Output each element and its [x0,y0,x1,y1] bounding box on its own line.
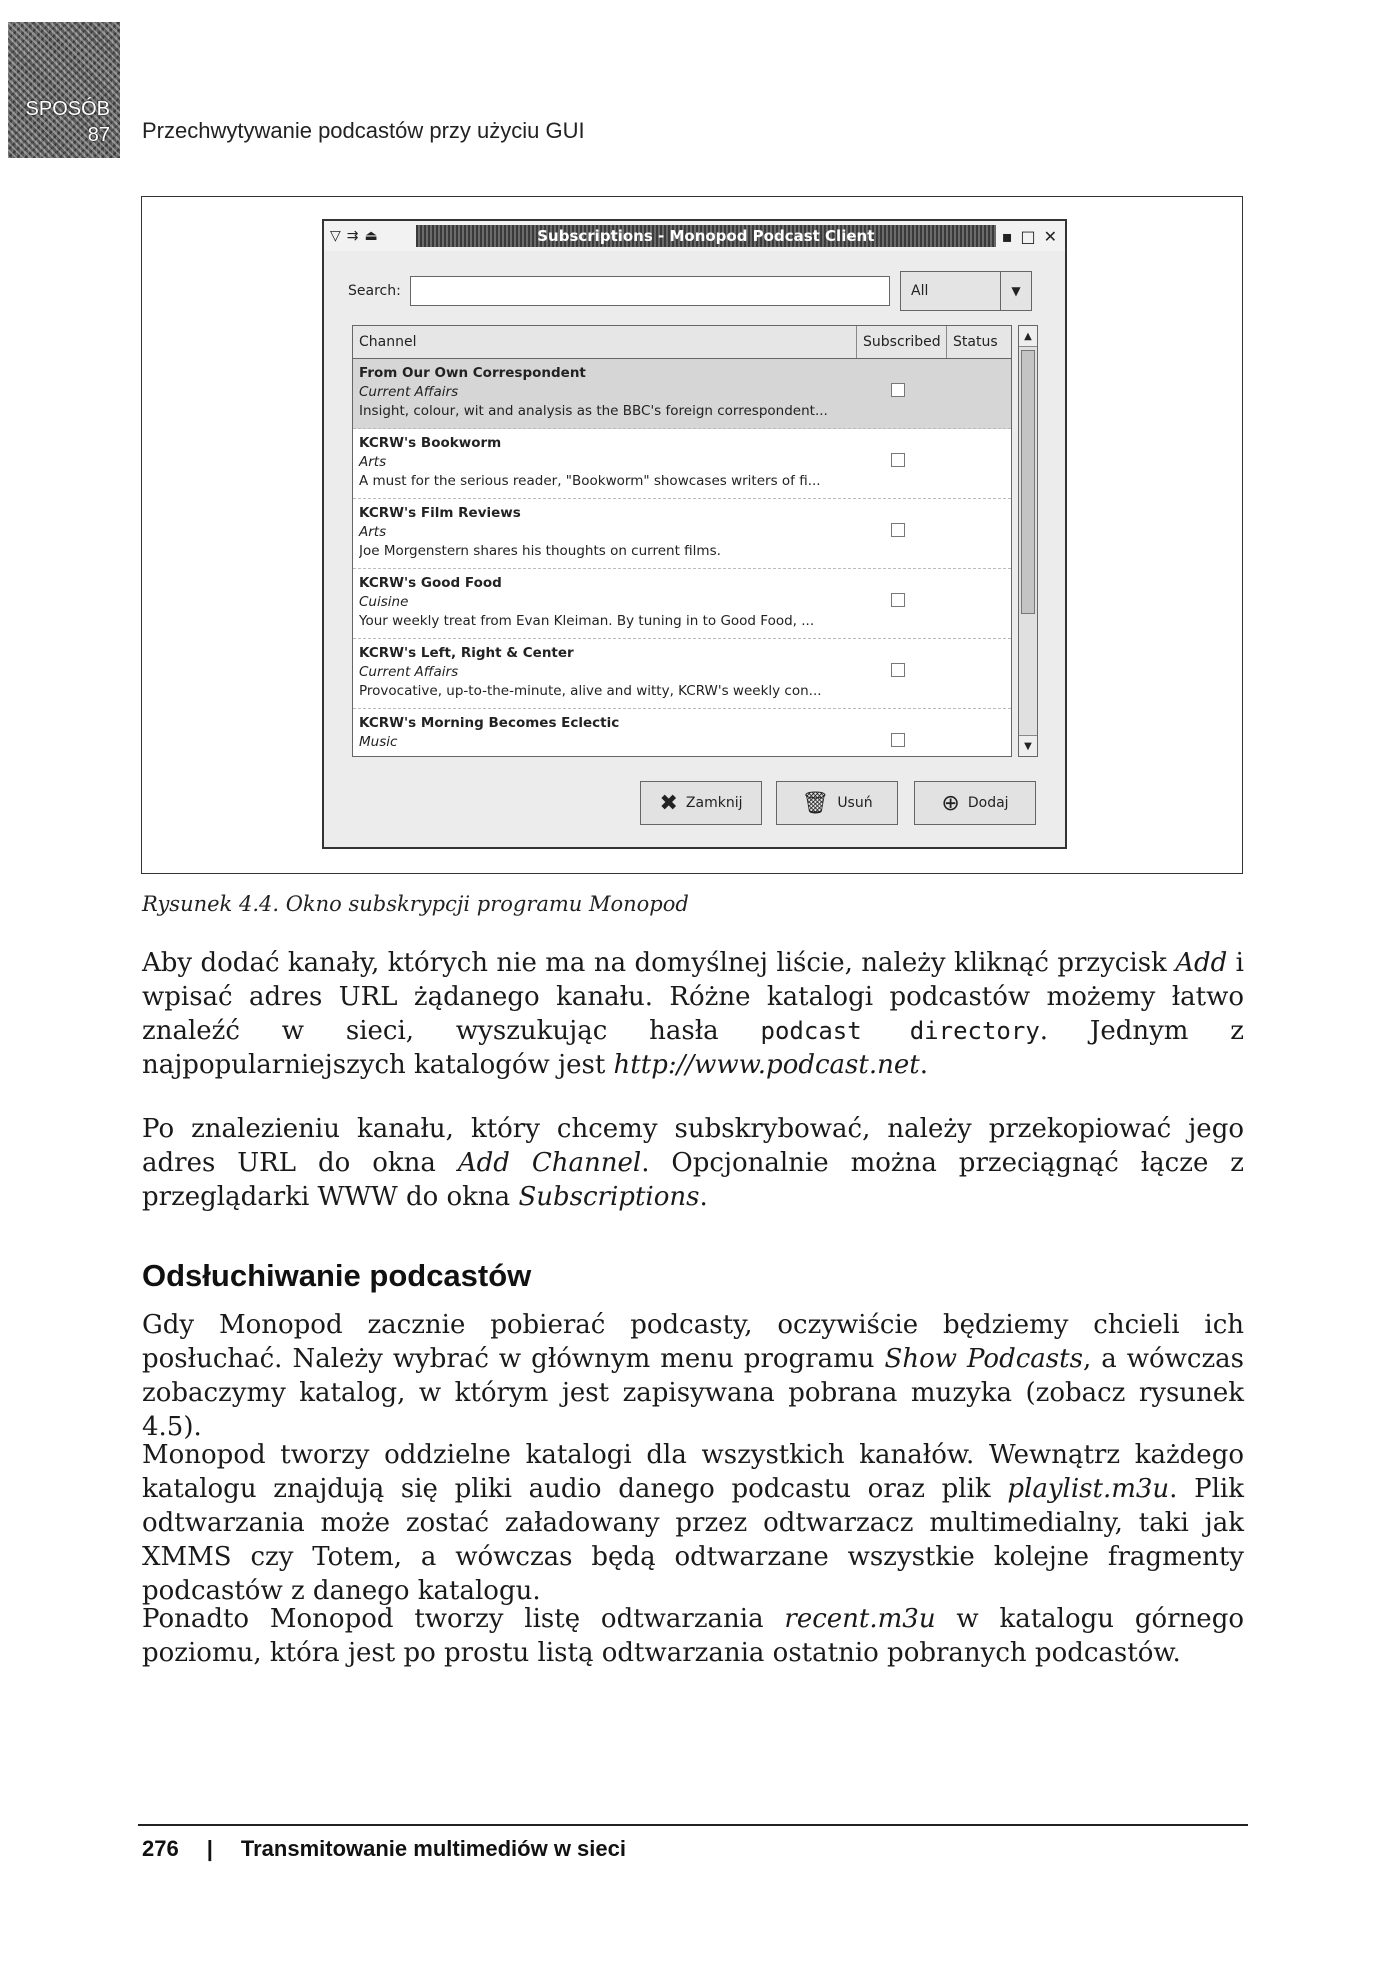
table-row[interactable] [353,499,1011,569]
subscribed-checkbox[interactable] [891,453,905,467]
paragraph-add-channels: Aby dodać kanały, których nie ma na domyślnej liście, należy kliknąć przycisk Add i wpisać adres URL żądanego kanału. Różne katalogi podcastów możemy łatwo znaleźć w sieci, wyszukując hasła podcast directory. Jednym z najpopularniejszych katalogów jest http://www.podcast.net. [142,948,1244,1080]
window-title: Subscriptions - Monopod Podcast Client [416,225,996,247]
remove-button-label: Usuń [837,795,873,811]
page-footer [142,1836,626,1862]
add-button-label: Dodaj [967,795,1009,811]
channel-category: Current Affairs [359,384,459,400]
code-search-term: podcast directory [760,1017,1040,1045]
scroll-down-icon[interactable]: ▼ [1019,735,1037,756]
channel-title: KCRW's Left, Right & Center [359,645,574,661]
table-row[interactable] [353,359,1011,429]
table-row[interactable] [353,569,1011,639]
search-input[interactable] [410,276,890,306]
channel-category: Music [359,734,398,750]
term-add-channel: Add Channel [457,1148,642,1178]
link-podcast-net[interactable]: http://www.podcast.net [613,1050,920,1080]
term-subscriptions: Subscriptions [518,1182,700,1212]
remove-button[interactable] [776,781,898,825]
close-button[interactable] [640,781,762,825]
paragraph-copy-url: Po znalezieniu kanału, który chcemy subskrybować, należy przekopiować jego adres URL do okna Add Channel. Opcjonalnie można przeciągnąć łącze z przeglądarki WWW do okna Subscriptions. [142,1114,1244,1212]
window-titlebar [324,221,1065,251]
figure-caption: Rysunek 4.4. Okno subskrypcji programu Monopod [142,892,689,916]
chapter-title: Transmitowanie multimediów w sieci [240,1836,626,1861]
channel-title: KCRW's Good Food [359,575,502,591]
filter-value: All [911,283,929,299]
column-header-subscribed[interactable]: Subscribed [857,326,947,358]
column-header-status[interactable]: Status [953,334,998,350]
channel-description: Provocative, up-to-the-minute, alive and witty, KCRW's weekly con... [359,683,822,699]
close-icon[interactable]: ✕ [1043,226,1057,246]
channel-title: KCRW's Film Reviews [359,505,521,521]
shade-icon[interactable]: ⇉ [346,228,359,244]
column-header-channel[interactable]: Channel [353,326,857,358]
chevron-down-icon[interactable]: ▼ [1000,272,1031,310]
section-heading: Odsłuchiwanie podcastów [142,1258,532,1293]
figure-frame [141,196,1243,874]
search-label: Search: [348,283,401,299]
window-menu-icon[interactable]: ▽ [330,228,341,244]
paragraph-listening: Gdy Monopod zacznie pobierać podcasty, oczywiście będziemy chcieli ich posłuchać. Należy wybrać w głównym menu programu Show Podcasts, a wówczas zobaczymy katalog, w którym jest zapisywana pobrana muzyka (zobacz rysunek 4.5). [142,1310,1244,1442]
channel-category: Arts [359,454,387,470]
subscribed-checkbox[interactable] [891,663,905,677]
table-row[interactable] [353,639,1011,709]
channel-category: Current Affairs [359,664,459,680]
footer-separator: | [206,1836,213,1861]
channel-table [352,325,1012,757]
table-header [353,326,1011,359]
minimize-icon[interactable]: ▪ [1001,226,1013,246]
filter-select[interactable] [900,271,1032,311]
term-show-podcasts: Show Podcasts [884,1344,1083,1374]
table-row[interactable] [353,709,1011,757]
term-playlist: playlist.m3u [1007,1474,1170,1504]
subscribed-checkbox[interactable] [891,523,905,537]
term-recent: recent.m3u [784,1604,936,1634]
paragraph-directories: Monopod tworzy oddzielne katalogi dla wszystkich kanałów. Wewnątrz każdego katalogu znajdują się pliki audio danego podcastu oraz plik playlist.m3u. Plik odtwarzania może zostać załadowany przez odtwarzacz multimedialny, taki jak XMMS czy Totem, a wówczas będą odtwarzane wszystkie kolejne fragmenty podcastów z danego katalogu. [142,1440,1244,1606]
table-row[interactable] [353,429,1011,499]
section-badge [8,22,120,158]
scroll-up-icon[interactable]: ▲ [1019,326,1037,347]
eject-icon[interactable]: ⏏ [364,228,378,244]
subscribed-checkbox[interactable] [891,383,905,397]
close-x-icon: ✖ [659,790,678,816]
running-header: Przechwytywanie podcastów przy użyciu GUI [142,118,585,143]
channel-description: A must for the serious reader, "Bookworm" showcases writers of fi... [359,473,821,489]
subscriptions-window [322,219,1067,849]
trash-icon: 🗑 [801,790,830,816]
footer-rule [138,1824,1248,1826]
channel-category: Arts [359,524,387,540]
channel-title: KCRW's Bookworm [359,435,502,451]
channel-title: KCRW's Morning Becomes Eclectic [359,715,620,731]
page-number: 276 [142,1836,179,1861]
channel-description: Insight, colour, wit and analysis as the BBC's foreign correspondent... [359,403,828,419]
channel-title: From Our Own Correspondent [359,365,586,381]
badge-label: SPOSÓB [25,98,110,120]
plus-circle-icon: ⊕ [941,790,960,816]
channel-description: Joe Morgenstern shares his thoughts on current films. [359,543,721,559]
subscribed-checkbox[interactable] [891,733,905,747]
channel-category: Cuisine [359,594,409,610]
vertical-scrollbar[interactable] [1018,325,1038,757]
close-button-label: Zamknij [685,795,743,811]
paragraph-recent: Ponadto Monopod tworzy listę odtwarzania recent.m3u w katalogu górnego poziomu, która jest po prostu listą odtwarzania ostatnio pobranych podcastów. [142,1604,1244,1668]
term-add: Add [1175,948,1228,978]
badge-number: 87 [87,124,110,146]
subscribed-checkbox[interactable] [891,593,905,607]
add-button[interactable] [914,781,1036,825]
channel-description: Your weekly treat from Evan Kleiman. By tuning in to Good Food, ... [359,613,815,629]
maximize-icon[interactable]: □ [1020,226,1036,246]
scrollbar-thumb[interactable] [1021,350,1035,614]
